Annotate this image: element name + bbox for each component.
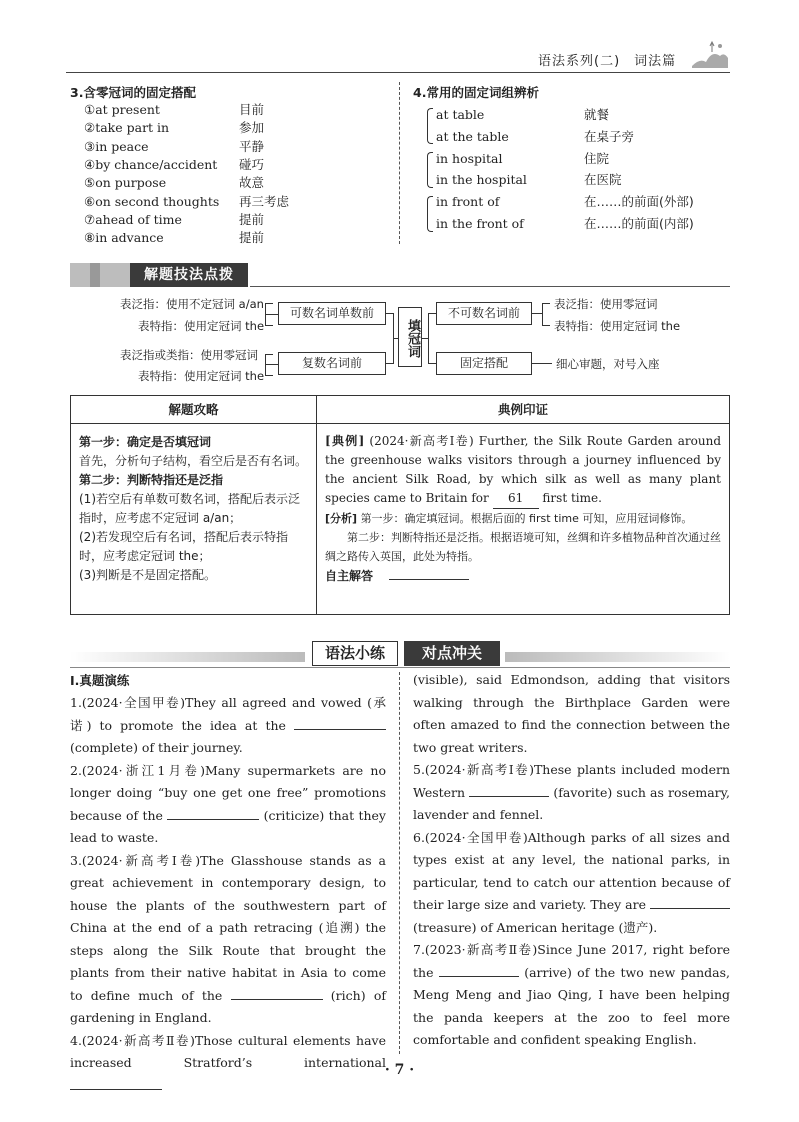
question-text-end: (complete) of their journey. [70, 740, 243, 755]
question-text: 4.(2024·新高考Ⅱ卷)Those cultural elements have increased Stratford’s international [70, 1032, 386, 1070]
section4-item-cn: 在桌子旁 [584, 128, 635, 144]
section4-item-en: in hospital [436, 150, 503, 166]
right-label-3: 细心审题，对号入座 [556, 357, 660, 371]
strategy-table [70, 395, 730, 615]
box-plural: 复数名词前 [278, 352, 386, 375]
question-text-end: (arrive) of the two new pandas, Meng Meng and Jiao Qing, I have been helping the panda keepers at the zoo to feel more comfortable and confident speaking English. [413, 964, 730, 1047]
section3-item-en: ⑤on purpose [84, 175, 167, 191]
section4-item-cn: 就餐 [584, 107, 610, 122]
example-cell [317, 424, 730, 615]
section4-item-en: at the table [436, 128, 509, 144]
table-head-right: 典例印证 [317, 396, 730, 424]
section3-item-cn: 碰巧 [239, 156, 265, 172]
section3-item-en: ②take part in [84, 120, 170, 136]
analysis-step1: 第一步：确定填冠词。根据后面的 first time 可知，应用冠词修饰。 [360, 512, 693, 525]
section4-item-cn: 在医院 [584, 172, 622, 188]
question [413, 759, 730, 827]
column-divider [399, 82, 400, 244]
practice-right-column [413, 669, 730, 1052]
section3-item-cn: 再三考虑 [239, 193, 290, 209]
section4-item-cn: 住院 [584, 150, 610, 166]
practice-title-a: 语法小练 [312, 641, 398, 666]
section4-item-en: in front of [436, 194, 500, 210]
section4-item-en: in the hospital [436, 172, 527, 188]
question [70, 692, 386, 760]
section3-item-cn: 参加 [239, 120, 265, 136]
practice-title-b: 对点冲关 [404, 641, 500, 666]
section3-item-en: ①at present [84, 102, 160, 117]
question [413, 827, 730, 940]
question-text-end: (treasure) of American heritage (遗产). [413, 919, 658, 935]
brace [427, 196, 433, 232]
band-rule [250, 286, 730, 287]
section4-item-cn: 在……的前面(内部) [584, 216, 694, 231]
section3-item-en: ⑦ahead of time [84, 211, 182, 227]
box-fixed-phrase: 固定搭配 [436, 352, 532, 375]
question-text: 1.(2024·全国甲卷)They all agreed and vowed (承诺) to promote the idea at the [70, 695, 386, 733]
tips-band-title: 解题技法点拨 [130, 263, 248, 287]
question [413, 939, 730, 1052]
question-text: 2.(2024·浙江1月卷)Many supermarkets are no longer doing “buy one get one free” promotions because of the [70, 762, 386, 823]
left-label-4: 表特指：使用定冠词 the [138, 369, 265, 383]
question [413, 669, 730, 759]
question-text-end: (criticize) that they lead to waste. [70, 807, 386, 845]
answer-blank[interactable] [294, 716, 386, 730]
left-label-2: 表特指：使用定冠词 the [138, 319, 265, 333]
question-text-end: (favorite) such as rosemary, lavender and fennel. [413, 784, 730, 822]
section3-item-en: ⑥on second thoughts [84, 193, 220, 209]
section4-title: 4.常用的固定词组辨析 [413, 85, 539, 100]
step1-title: 第一步：确定是否填冠词 [79, 435, 212, 449]
strategy-cell [71, 424, 317, 615]
question-text: 3.(2024·新高考Ⅰ卷)The Glasshouse stands as a great achievement in contemporary design, to house the plants of the southwestern part of China at the end of a path retracing (追溯) the steps along the Silk Route that brought the plants from their native habitat in Asia to come to define much of the [70, 852, 386, 1003]
right-label-2: 表特指：使用定冠词 the [554, 319, 681, 333]
example-tag: [典例] [325, 434, 365, 448]
question [70, 850, 386, 1030]
left-label-1: 表泛指：使用不定冠词 a/an [120, 297, 264, 311]
section3-item-en: ③in peace [84, 138, 149, 154]
title-gradient-right [505, 652, 730, 662]
brace [427, 108, 433, 144]
table-head-left: 解题攻略 [71, 396, 317, 424]
self-answer-label: 自主解答 [325, 569, 374, 583]
section4-item-en: in the front of [436, 216, 524, 231]
header-rule [66, 72, 730, 73]
section3-item-en: ④by chance/accident [84, 156, 218, 172]
self-answer-blank[interactable] [389, 566, 469, 580]
section3-item-cn: 平静 [239, 138, 265, 154]
step2-line-1: (1)若空后有单数可数名词，搭配后表示泛指时，应考虑不定冠词 a/an； [79, 492, 300, 525]
question-text: 7.(2023·新高考Ⅱ卷)Since June 2017, right before the [413, 942, 730, 980]
question-text: 6.(2024·全国甲卷)Although parks of all sizes and types exist at any level, the national parks, in particular, tend to catch our attention because of their large size and variety. They are [413, 829, 730, 912]
brace [427, 152, 433, 188]
title-gradient-left [70, 652, 305, 662]
question-text: (visible), said Edmondson, adding that visitors walking through the Birthplace Garden were often amazed to find the connection between the two great writers. [413, 672, 730, 755]
center-fill-article: 填冠词 [398, 307, 422, 367]
step1-body: 首先，分析句子结构，看空后是否有名词。 [79, 454, 308, 468]
header-title: 语法系列(二) 词法篇 [538, 54, 677, 69]
answer-blank[interactable] [469, 783, 549, 797]
example-text: Further, the Silk Route Garden around the greenhouse walks visitors through a journey influenced by the ancient Silk Road, by which silk as well as many plant species came to Britain for [325, 434, 721, 505]
box-uncountable: 不可数名词前 [436, 302, 532, 325]
analysis-tag: [分析] [325, 512, 358, 525]
section3-item-cn: 提前 [239, 230, 265, 246]
section4-item-cn: 在……的前面(外部) [584, 194, 694, 210]
right-label-1: 表泛指：使用零冠词 [554, 297, 658, 311]
step2-line-2: (2)若发现空后有名词，搭配后表示特指时，应考虑定冠词 the； [79, 530, 288, 563]
section3-item-cn: 提前 [239, 211, 265, 227]
question-text-end: (rich) of gardening in England. [70, 987, 386, 1025]
example-text-end: first time. [542, 491, 602, 505]
question-text: 5.(2024·新高考Ⅰ卷)These plants included modern Western [413, 762, 730, 800]
section3-item-en: ⑧in advance [84, 230, 164, 246]
answer-blank[interactable] [650, 895, 730, 909]
practice-section: Ⅰ.真题演练 [70, 673, 130, 688]
box-countable-singular: 可数名词单数前 [278, 302, 386, 325]
answer-blank[interactable] [167, 806, 259, 820]
answer-blank[interactable] [231, 986, 323, 1000]
question [70, 760, 386, 850]
tips-band [70, 263, 250, 287]
page-number: · 7 · [384, 1062, 415, 1078]
left-label-3: 表泛指或类指：使用零冠词 [120, 348, 258, 362]
step2-line-3: (3)判断是不是固定搭配。 [79, 568, 216, 582]
practice-left-column [70, 692, 386, 1097]
section4-item-en: at table [436, 107, 485, 122]
section3-item-cn: 目前 [239, 102, 265, 117]
analysis-step2: 第二步：判断特指还是泛指。根据语境可知，丝绸和许多植物品种首次通过丝绸之路传入英国，此处为特指。 [325, 531, 721, 563]
example-source: (2024·新高考Ⅰ卷) [369, 434, 474, 448]
ink-landscape-icon [690, 40, 730, 70]
answer-blank[interactable] [439, 963, 519, 977]
section3-item-cn: 故意 [239, 175, 265, 191]
practice-divider [399, 672, 400, 1054]
example-blank-61[interactable]: 61 [493, 489, 539, 509]
section3-title: 3.含零冠词的固定搭配 [70, 85, 196, 100]
step2-title: 第二步：判断特指还是泛指 [79, 473, 224, 487]
